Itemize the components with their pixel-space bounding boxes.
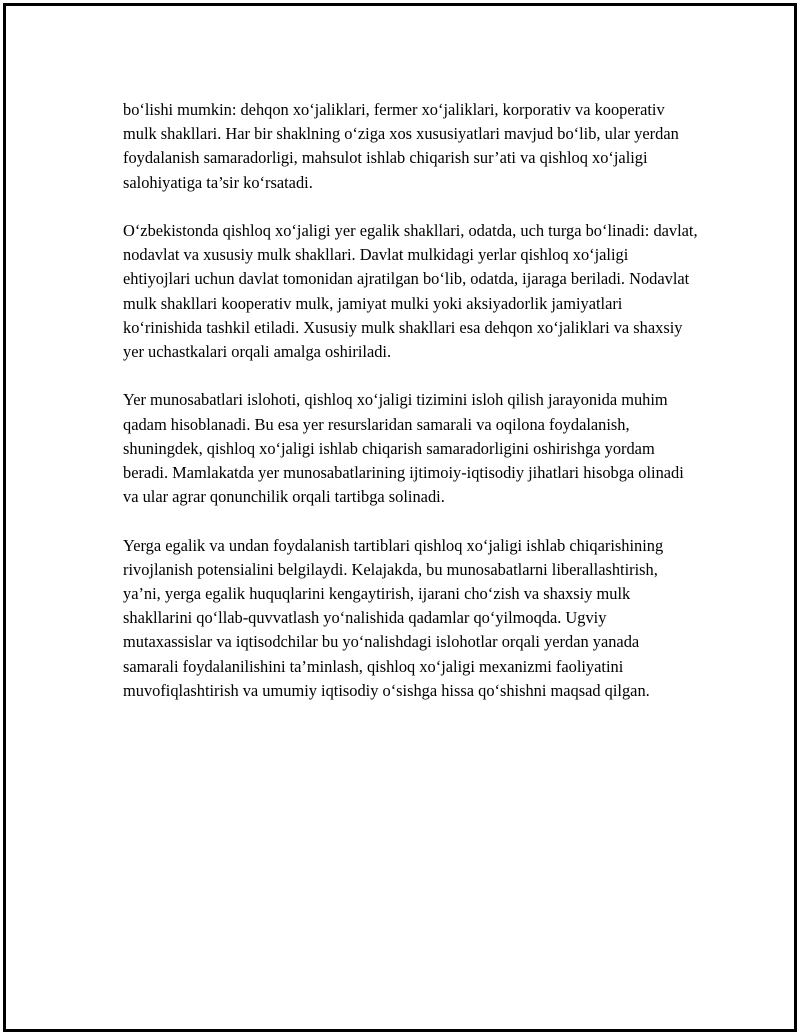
page-frame xyxy=(3,3,797,1032)
paragraph-1: bo‘lishi mumkin: dehqon xo‘jaliklari, fermer xo‘jaliklari, korporativ va kooperativ mulk shakllari. Har bir shaklning o‘ziga xos xususiyatlari mavjud bo‘lib, ular yerdan foydalanish samaradorligi, mahsulot ishlab chiqarish sur’ati va qishloq xo‘jaligi salohiyatiga ta’sir ko‘rsatadi. xyxy=(123,100,679,192)
document-body xyxy=(123,98,698,703)
paragraph-3: Yer munosabatlari islohoti, qishloq xo‘jaligi tizimini isloh qilish jarayonida muhim qadam hisoblanadi. Bu esa yer resurslaridan samarali va oqilona foydalanish, shuningdek, qishloq xo‘jaligi ishlab chiqarish samaradorligini oshirishga yordam beradi. Mamlakatda yer munosabatlarining ijtimoiy-iqtisodiy jihatlari hisobga olinadi va ular agrar qonunchilik orqali tartibga solinadi. xyxy=(123,390,684,507)
paragraph-4: Yerga egalik va undan foydalanish tartiblari qishloq xo‘jaligi ishlab chiqarishining rivojlanish potensialini belgilaydi. Kelajakda, bu munosabatlarni liberallashtirish, ya’ni, yerga egalik huquqlarini kengaytirish, ijarani cho‘zish va shaxsiy mulk shakllarini qo‘llab-quvvatlash yo‘nalishida qadamlar qo‘yilmoqda. Ugviy mutaxassislar va iqtisodchilar bu yo‘nalishdagi islohotlar orqali yerdan yanada samarali foydalanilishini ta’minlash, qishloq xo‘jaligi mexanizmi faoliyatini muvofiqlashtirish va umumiy iqtisodiy o‘sishga hissa qo‘shishni maqsad qilgan. xyxy=(123,535,664,700)
paragraph-2: O‘zbekistonda qishloq xo‘jaligi yer egalik shakllari, odatda, uch turga bo‘linadi: davlat, nodavlat va xususiy mulk shakllari. Davlat mulkidagi yerlar qishloq xo‘jaligi ehtiyojlari uchun davlat tomonidan ajratilgan bo‘lib, odatda, ijaraga beriladi. Nodavlat mulk shakllari kooperativ mulk, jamiyat mulki yoki aksiyadorlik jamiyatlari ko‘rinishida tashkil etiladi. Xususiy mulk shakllari esa dehqon xo‘jaliklari va shaxsiy yer uchastkalari orqali amalga oshiriladi. xyxy=(123,221,698,362)
